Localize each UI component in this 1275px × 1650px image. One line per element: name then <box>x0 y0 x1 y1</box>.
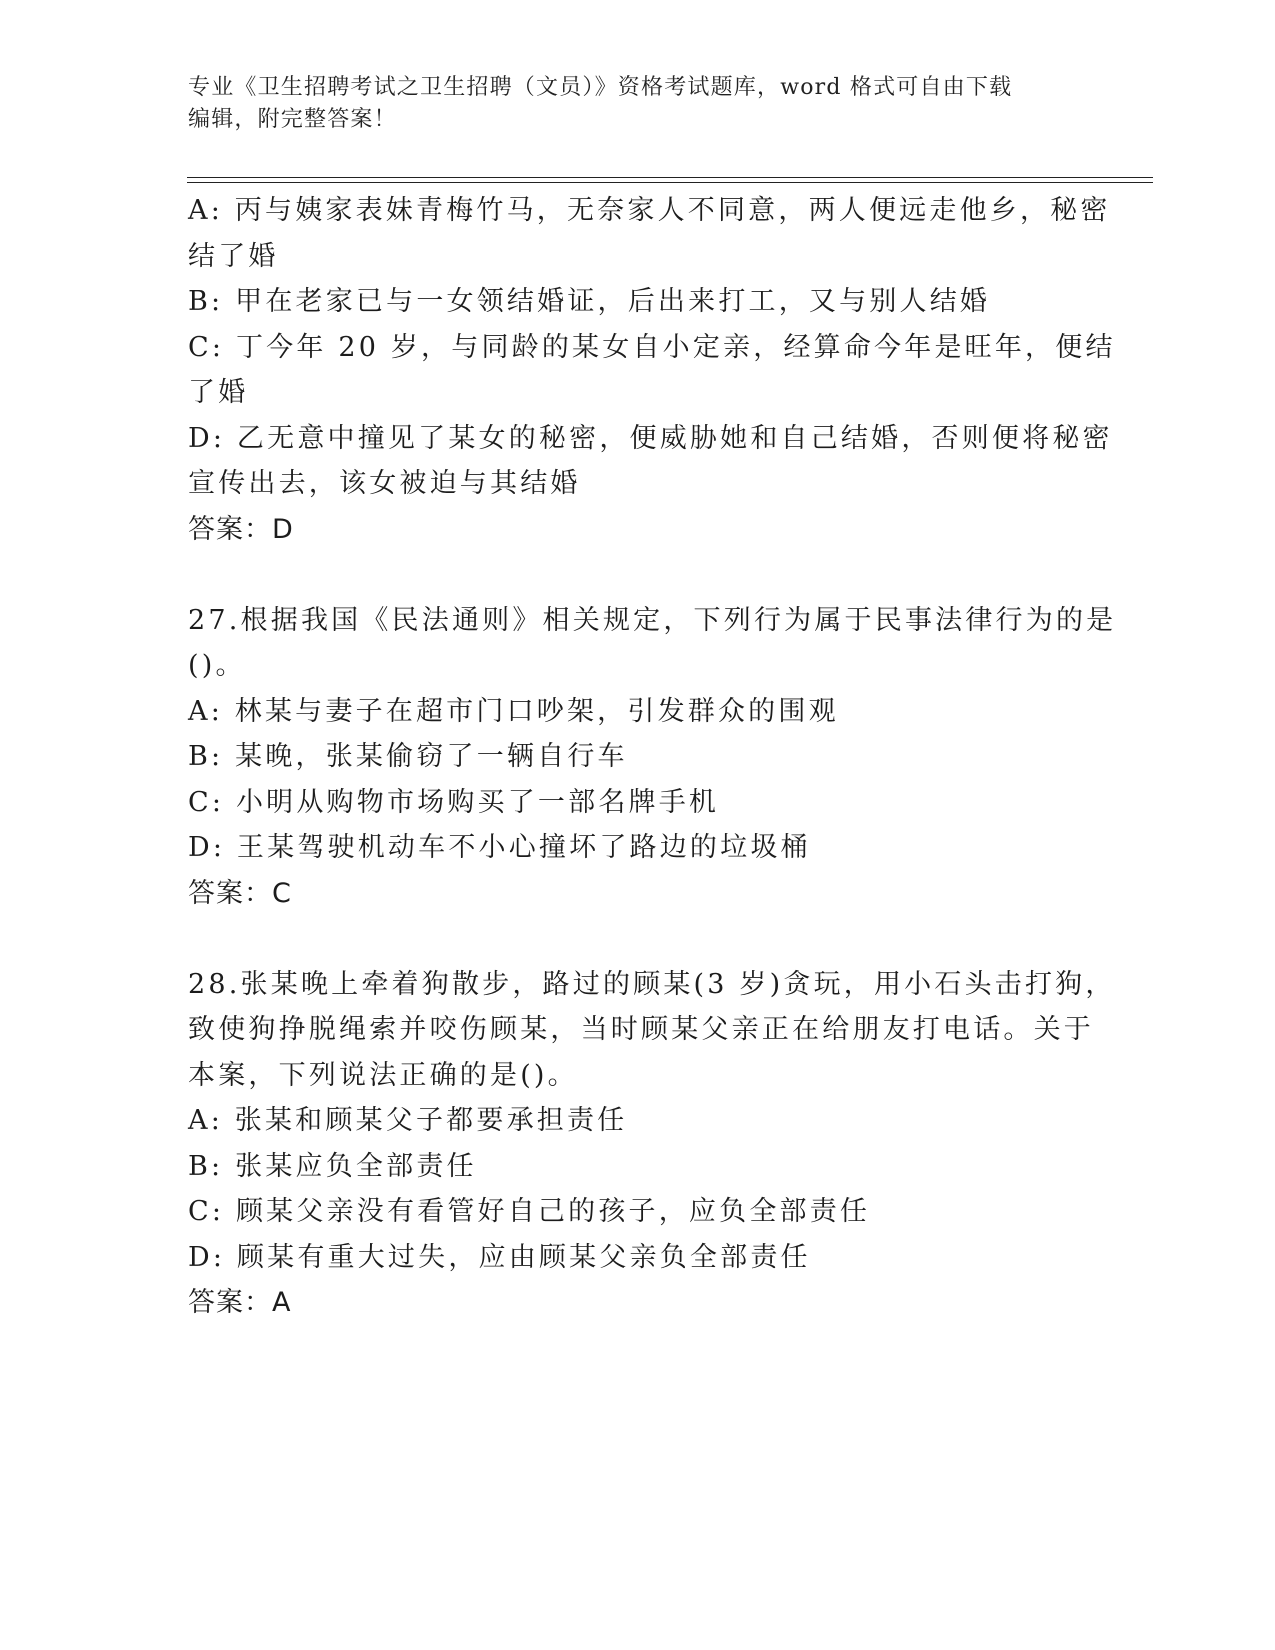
answer-label: 答案：A <box>188 1287 292 1318</box>
question-26-block <box>188 188 1116 552</box>
option-a: A: 林某与妻子在超市门口吵架，引发群众的围观 <box>188 695 839 727</box>
option-d-line-2: 宣传出去，该女被迫与其结婚 <box>188 468 581 499</box>
question-stem-line-2: 致使狗挣脱绳索并咬伤顾某，当时顾某父亲正在给朋友打电话。关于 <box>188 1014 1094 1045</box>
option-a-line-1: A: 丙与姨家表妹青梅竹马，无奈家人不同意，两人便远走他乡，秘密 <box>188 195 1111 226</box>
question-27-block <box>188 598 1117 917</box>
option-d-line-1: D: 乙无意中撞见了某女的秘密，便威胁她和自己结婚，否则便将秘密 <box>188 422 1113 454</box>
option-a: A: 张某和顾某父子都要承担责任 <box>188 1105 628 1136</box>
header-line-2: 编辑，附完整答案！ <box>188 107 397 132</box>
option-c: C: 顾某父亲没有看管好自己的孩子，应负全部责任 <box>188 1196 871 1227</box>
option-c-line-1: C: 丁今年 20 岁，与同龄的某女自小定亲，经算命今年是旺年，便结 <box>188 331 1116 363</box>
question-stem-line-2: ()。 <box>188 650 246 681</box>
question-stem-line-1: 27.根据我国《民法通则》相关规定，下列行为属于民事法律行为的是 <box>188 604 1117 636</box>
question-content <box>188 188 1117 1326</box>
spacer <box>188 552 1088 598</box>
option-c-line-2: 了婚 <box>188 377 249 408</box>
header-divider-bottom <box>187 182 1153 183</box>
question-28-block <box>188 962 1116 1326</box>
option-b: B: 张某应负全部责任 <box>188 1150 477 1182</box>
document-header <box>188 72 1068 136</box>
answer-label: 答案：C <box>188 877 292 909</box>
spacer <box>188 916 1088 962</box>
option-b: B: 某晚，张某偷窃了一辆自行车 <box>188 741 628 772</box>
answer-label: 答案：D <box>188 513 294 545</box>
header-divider-top <box>187 177 1153 178</box>
header-line-1: 专业《卫生招聘考试之卫生招聘（文员）》资格考试题库，word 格式可自由下载 <box>188 75 1013 100</box>
question-stem-line-1: 28.张某晚上牵着狗散步，路过的顾某(3 岁)贪玩，用小石头击打狗， <box>188 968 1116 1000</box>
option-a-line-2: 结了婚 <box>188 240 279 272</box>
option-b: B: 甲在老家已与一女领结婚证，后出来打工，又与别人结婚 <box>188 286 991 317</box>
option-d: D: 王某驾驶机动车不小心撞坏了路边的垃圾桶 <box>188 832 811 863</box>
option-d: D: 顾某有重大过失，应由顾某父亲负全部责任 <box>188 1241 811 1273</box>
question-stem-line-3: 本案，下列说法正确的是()。 <box>188 1059 578 1091</box>
option-c: C: 小明从购物市场购买了一部名牌手机 <box>188 786 720 818</box>
